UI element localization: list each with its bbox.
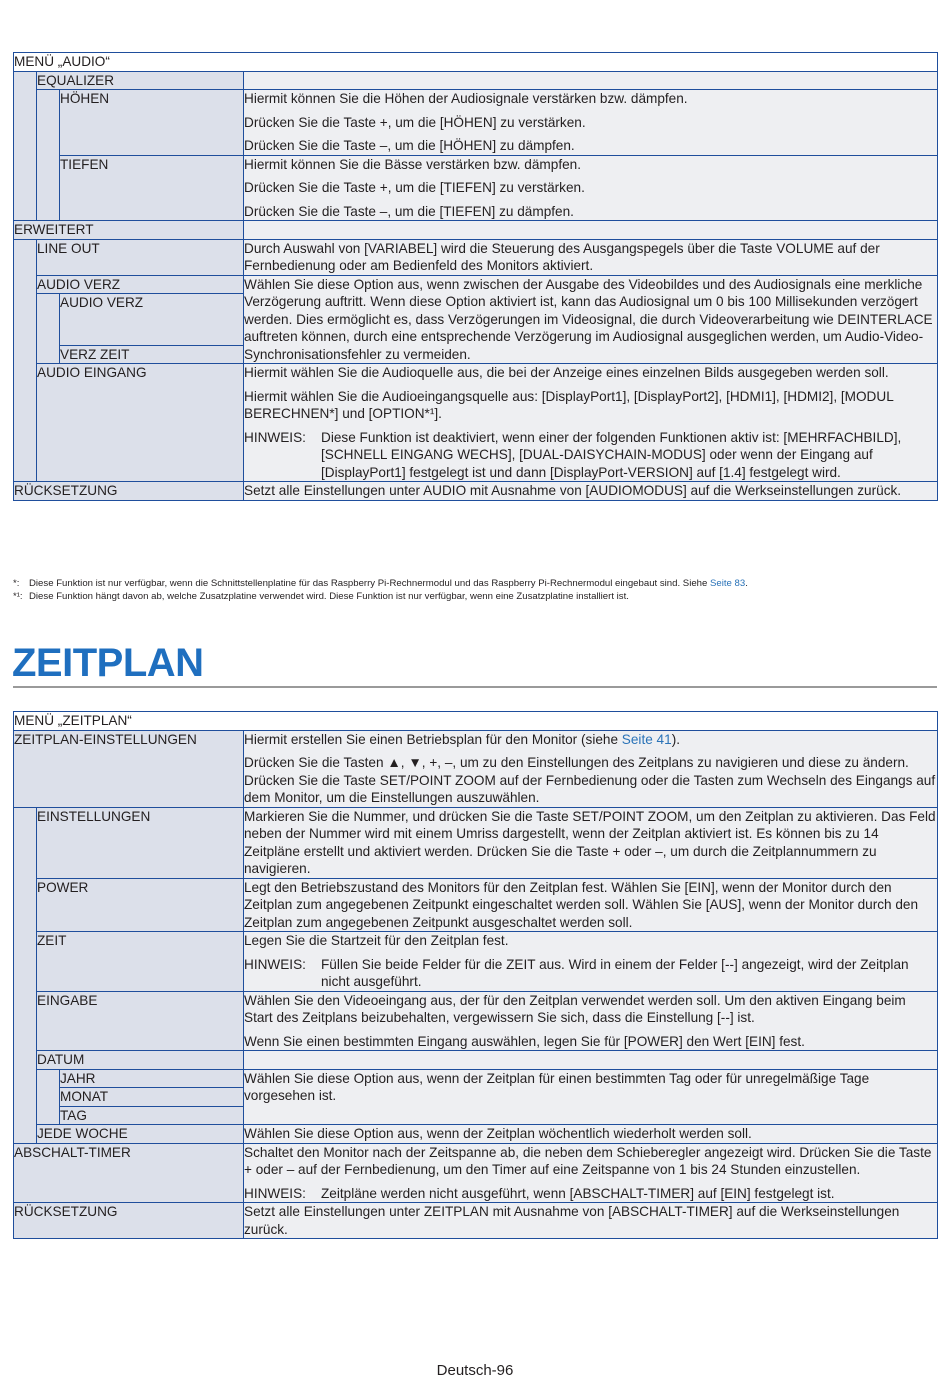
seite-41-link[interactable]: Seite 41 bbox=[621, 731, 672, 747]
zeitplan-einstellungen-label: ZEITPLAN-EINSTELLUNGEN bbox=[14, 730, 244, 807]
line-out-description: Durch Auswahl von [VARIABEL] wird die Steuerung des Ausgangspegels über die Taste VOLUME auf der Fernbedienung oder am Bedienfeld des Monitors aktiviert. bbox=[244, 239, 938, 275]
datum-description: Wählen Sie diese Option aus, wenn der Zeitplan für einen bestimmten Tag oder für unregelmäßige Tage vorgesehen ist. bbox=[244, 1069, 938, 1125]
abschalt-timer-label: ABSCHALT-TIMER bbox=[14, 1143, 244, 1203]
table-row bbox=[14, 71, 938, 90]
audio-menu-table bbox=[13, 52, 938, 501]
erweitert-label: ERWEITERT bbox=[14, 221, 244, 240]
table-row bbox=[14, 155, 938, 221]
table-row bbox=[14, 730, 938, 807]
zeit-label: ZEIT bbox=[37, 932, 244, 992]
audio-verz-label: AUDIO VERZ bbox=[37, 275, 244, 294]
zeitplan-ruecksetzung-label: RÜCKSETZUNG bbox=[14, 1203, 244, 1239]
zeit-note: HINWEIS: Füllen Sie beide Felder für die ZEIT aus. Wird in einem der Felder [--] angezeigt, wird der Zeitplan nicht ausgeführt. bbox=[244, 956, 909, 989]
footnote-2: *¹: Diese Funktion hängt davon ab, welche Zusatzplatine verwendet wird. Diese Funktion ist nur verfügbar, wenn eine Zusatzplatine installiert ist. bbox=[13, 591, 629, 602]
zeit-description: Legen Sie die Startzeit für den Zeitplan fest. HINWEIS: Füllen Sie beide Felder für die ZEIT aus. Wird in einem der Felder [--] angezeigt, wird der Zeitplan nicht ausgeführt. bbox=[244, 932, 938, 992]
table-row bbox=[14, 1203, 938, 1239]
table-row bbox=[14, 221, 938, 240]
table-row bbox=[14, 364, 938, 482]
table-row bbox=[14, 53, 938, 72]
audio-eingang-label: AUDIO EINGANG bbox=[37, 364, 244, 482]
table-row bbox=[14, 991, 938, 1051]
table-row bbox=[14, 1125, 938, 1144]
table-row bbox=[14, 239, 938, 275]
audio-eingang-description: Hiermit wählen Sie die Audioquelle aus, die bei der Anzeige eines einzelnen Bilds ausgegeben werden soll. Hiermit wählen Sie die Audioeingangsquelle aus: [DisplayPort1], [DisplayPort2], [HDMI1], [HDMI2], [MODUL BERECHNEN*] und [OPTION*¹]. HINWEIS: Diese Funktion ist deaktiviert, wenn einer der folgenden Funktionen aktiv ist: [MEHRFACHBILD], [SCHNELL EINGANG WECHS], [DUAL-DAISYCHAIN-MODUS] oder wenn der Eingang auf [DisplayPort1] festgelegt ist und dann [DisplayPort-VERSION] auf [1.4] festgelegt wird. bbox=[244, 364, 938, 482]
power-label: POWER bbox=[37, 878, 244, 932]
table-row bbox=[14, 482, 938, 501]
table-row bbox=[14, 807, 938, 878]
footnote-page-link[interactable]: Seite 83 bbox=[710, 578, 746, 589]
hoehen-description: Hiermit können Sie die Höhen der Audiosignale verstärken bzw. dämpfen. Drücken Sie die Taste +, um die [HÖHEN] zu verstärken. Drücken Sie die Taste –, um die [HÖHEN] zu dämpfen. bbox=[244, 90, 938, 156]
tag-label: TAG bbox=[60, 1106, 244, 1125]
power-description: Legt den Betriebszustand des Monitors für den Zeitplan fest. Wählen Sie [EIN], wenn der Monitor durch den Zeitplan zum angegebenen Zeitpunkt eingeschaltet werden soll. Wählen Sie [AUS], wenn der Monitor durch den Zeitplan zum angegebenen Zeitpunkt ausgeschaltet werden soll. bbox=[244, 878, 938, 932]
eingabe-description: Wählen Sie den Videoeingang aus, der für den Zeitplan verwendet werden soll. Um den aktiven Eingang beim Start des Zeitplans beizubehalten, vergewissern Sie sich, dass die Einstellung [--] ist. Wenn Sie einen bestimmten Eingang auswählen, legen Sie für [POWER] den Wert [EIN] fest. bbox=[244, 991, 938, 1051]
table-row bbox=[14, 1051, 938, 1070]
audio-ruecksetzung-description: Setzt alle Einstellungen unter AUDIO mit Ausnahme von [AUDIOMODUS] auf die Werkseinstellungen zurück. bbox=[244, 482, 938, 501]
zeitplan-menu-title: MENÜ „ZEITPLAN“ bbox=[14, 712, 938, 731]
hoehen-label: HÖHEN bbox=[60, 90, 244, 156]
section-divider bbox=[13, 686, 937, 688]
datum-label: DATUM bbox=[37, 1051, 244, 1070]
audio-menu-title: MENÜ „AUDIO“ bbox=[14, 53, 938, 72]
audio-verz-sub-label: AUDIO VERZ bbox=[60, 294, 244, 346]
footnote-1: *: Diese Funktion ist nur verfügbar, wenn die Schnittstellenplatine für das Raspberry Pi-Rechnermodul und das Raspberry Pi-Rechnermodul eingebaut sind. Siehe Seite 83. bbox=[13, 578, 748, 589]
einstellungen-label: EINSTELLUNGEN bbox=[37, 807, 244, 878]
table-row bbox=[14, 275, 938, 294]
abschalt-timer-note: HINWEIS: Zeitpläne werden nicht ausgeführt, wenn [ABSCHALT-TIMER] auf [EIN] festgelegt ist. bbox=[244, 1185, 835, 1201]
table-row bbox=[14, 932, 938, 992]
audio-ruecksetzung-label: RÜCKSETZUNG bbox=[14, 482, 244, 501]
audio-eingang-note: HINWEIS: Diese Funktion ist deaktiviert, wenn einer der folgenden Funktionen aktiv ist: [MEHRFACHBILD], [SCHNELL EINGANG WECHS], [DUAL-DAISYCHAIN-MODUS] oder wenn der Eingang auf [DisplayPort1] festgelegt ist und dann [DisplayPort-VERSION] auf [1.4] festgelegt wird. bbox=[244, 429, 902, 480]
abschalt-timer-description: Schaltet den Monitor nach der Zeitspanne ab, die neben dem Schieberegler angezeigt wird. Drücken Sie die Taste + oder – auf der Fernbedienung, um den Timer auf eine Zeitspanne von 1 bis 24 Stunden einzustellen. HINWEIS: Zeitpläne werden nicht ausgeführt, wenn [ABSCHALT-TIMER] auf [EIN] festgelegt ist. bbox=[244, 1143, 938, 1203]
table-row bbox=[14, 712, 938, 731]
jede-woche-description: Wählen Sie diese Option aus, wenn der Zeitplan wöchentlich wiederholt werden soll. bbox=[244, 1125, 938, 1144]
table-row bbox=[14, 90, 938, 156]
monat-label: MONAT bbox=[60, 1088, 244, 1107]
footnotes bbox=[13, 577, 937, 603]
jahr-label: JAHR bbox=[60, 1069, 244, 1088]
equalizer-label: EQUALIZER bbox=[37, 71, 244, 90]
line-out-label: LINE OUT bbox=[37, 239, 244, 275]
table-row bbox=[14, 1143, 938, 1203]
tiefen-label: TIEFEN bbox=[60, 155, 244, 221]
table-row bbox=[14, 1069, 938, 1088]
tiefen-description: Hiermit können Sie die Bässe verstärken bzw. dämpfen. Drücken Sie die Taste +, um die [TIEFEN] zu verstärken. Drücken Sie die Taste –, um die [TIEFEN] zu dämpfen. bbox=[244, 155, 938, 221]
page-number: Deutsch-96 bbox=[436, 1362, 514, 1379]
zeitplan-einstellungen-description: Hiermit erstellen Sie einen Betriebsplan für den Monitor (siehe Seite 41). Drücken Sie die Tasten ▲, ▼, +, –, um zu den Einstellungen des Zeitplans zu navigieren und diese zu ändern. Drücken Sie die Taste SET/POINT ZOOM auf der Fernbedienung oder die Tasten zum Wechseln des Eingangs auf dem Monitor, um die Einstellungen auszuwählen. bbox=[244, 730, 938, 807]
audio-verz-description: Wählen Sie diese Option aus, wenn zwischen der Ausgabe des Videobildes und des Audiosignals eine merkliche Verzögerung auftritt. Wenn diese Option aktiviert ist, kann das Audiosignal um 0 bis 100 Millisekunden verzögert werden. Dies ermöglicht es, dass Verzögerungen im Videosignal, die durch Videoverarbeitung wie DEINTERLACE auftreten können, durch eine entsprechende Verzögerung im Audiosignal ausgeglichen werden, um Audio-Video-Synchronisationsfehler zu vermeiden. bbox=[244, 275, 938, 364]
table-row bbox=[14, 878, 938, 932]
zeitplan-ruecksetzung-description: Setzt alle Einstellungen unter ZEITPLAN mit Ausnahme von [ABSCHALT-TIMER] auf die Werkseinstellungen zurück. bbox=[244, 1203, 938, 1239]
einstellungen-description: Markieren Sie die Nummer, und drücken Sie die Taste SET/POINT ZOOM, um den Zeitplan zu aktivieren. Das Feld neben der Nummer wird mit einem Umriss dargestellt, wenn der Zeitplan aktiviert ist. Es können bis zu 14 Zeitpläne erstellt und aktiviert werden. Drücken Sie die Taste + oder –, um durch die Zeitplannummern zu navigieren. bbox=[244, 808, 936, 876]
jede-woche-label: JEDE WOCHE bbox=[37, 1125, 244, 1144]
verz-zeit-label: VERZ ZEIT bbox=[60, 345, 244, 364]
zeitplan-menu-table bbox=[13, 711, 938, 1239]
eingabe-label: EINGABE bbox=[37, 991, 244, 1051]
section-title: ZEITPLAN bbox=[12, 641, 204, 685]
